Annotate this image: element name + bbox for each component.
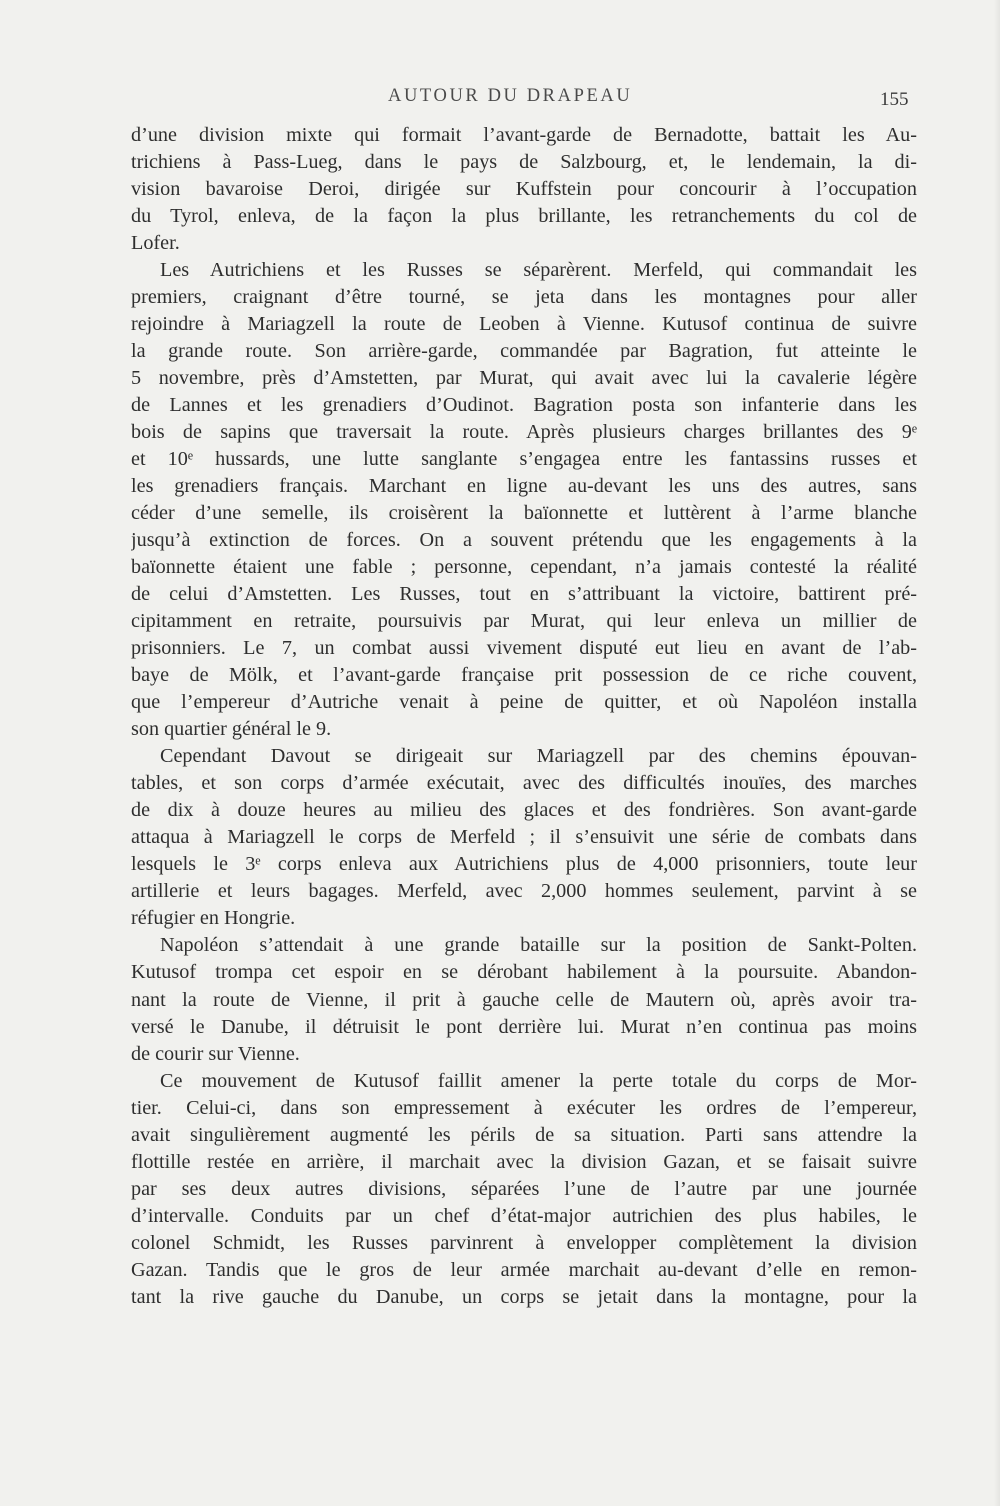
text-line: flottille restée en arrière, il marchait avec la division Gazan, et se faisait suivre <box>131 1150 917 1173</box>
text-line: vision bavaroise Deroi, dirigée sur Kuffstein pour concourir à l’occupation <box>131 178 917 201</box>
text-line: premiers, craignant d’être tourné, se jeta dans les montagnes pour aller <box>131 286 917 309</box>
text-line: Gazan. Tandis que le gros de leur armée marchait au-devant d’elle en remon- <box>131 1258 917 1281</box>
text-line: Kutusof trompa cet espoir en se dérobant habilement à la poursuite. Abandon- <box>131 961 917 984</box>
text-line: que l’empereur d’Autriche venait à peine de quitter, et où Napoléon installa <box>131 691 917 714</box>
text-line: de celui d’Amstetten. Les Russes, tout en s’attribuant la victoire, battirent pré- <box>131 583 917 606</box>
text-line: lesquels le 3ᵉ corps enleva aux Autrichiens plus de 4,000 prisonniers, toute leur <box>131 853 917 876</box>
paragraph <box>131 122 917 257</box>
paragraph <box>131 932 917 1067</box>
paragraph <box>131 257 917 743</box>
text-line: tables, et son corps d’armée exécutait, avec des difficultés inouïes, des marches <box>131 772 917 795</box>
running-title: AUTOUR DU DRAPEAU <box>388 86 633 106</box>
text-line: baye de Mölk, et l’avant-garde française prit possession de ce riche couvent, <box>131 664 917 687</box>
text-line: de Lannes et les grenadiers d’Oudinot. Bagration posta son infanterie dans les <box>131 394 917 417</box>
text-line: avait singulièrement augmenté les périls de sa situation. Parti sans attendre la <box>131 1123 917 1146</box>
text-line: d’une division mixte qui formait l’avant-garde de Bernadotte, battait les Au- <box>131 124 917 146</box>
text-line: jusqu’à extinction de forces. On a souvent prétendu que les engagements à la <box>131 529 917 552</box>
text-line: nant la route de Vienne, il prit à gauche celle de Mautern où, après avoir tra- <box>131 988 917 1011</box>
text-line: baïonnette étaient une fable ; personne, cependant, n’a jamais contesté la réalité <box>131 556 917 579</box>
text-line: par ses deux autres divisions, séparées l’une de l’autre par une journée <box>131 1177 917 1200</box>
page-edge-shadow <box>994 0 1000 1506</box>
text-line: son quartier général le 9. <box>131 718 332 741</box>
page-number: 155 <box>880 89 909 110</box>
text-line: prisonniers. Le 7, un combat aussi vivement disputé eut lieu en avant de l’ab- <box>131 637 917 660</box>
text-line: attaqua à Mariagzell le corps de Merfeld ; il s’ensuivit une série de combats dans <box>131 826 917 849</box>
text-line: Ce mouvement de Kutusof faillit amener la perte totale du corps de Mor- <box>160 1069 917 1092</box>
text-line: tant la rive gauche du Danube, un corps se jetait dans la montagne, pour la <box>131 1285 917 1308</box>
text-line: du Tyrol, enleva, de la façon la plus brillante, les retranchements du col de <box>131 205 917 228</box>
text-line: cipitamment en retraite, poursuivis par Murat, qui leur enleva un millier de <box>131 610 917 633</box>
text-line: bois de sapins que traversait la route. Après plusieurs charges brillantes des 9ᵉ <box>131 421 917 444</box>
text-line: artillerie et leurs bagages. Merfeld, avec 2,000 hommes seulement, parvint à se <box>131 880 917 903</box>
text-line: rejoindre à Mariagzell la route de Leoben à Vienne. Kutusof continua de suivre <box>131 313 917 336</box>
text-line: de dix à douze heures au milieu des glaces et des fondrières. Son avant-garde <box>131 799 917 822</box>
text-line: et 10ᵉ hussards, une lutte sanglante s’engagea entre les fantassins russes et <box>131 448 917 471</box>
paragraph <box>131 743 917 932</box>
text-line: Napoléon s’attendait à une grande bataille sur la position de Sankt-Polten. <box>160 934 917 957</box>
text-line: de courir sur Vienne. <box>131 1042 300 1065</box>
text-line: Cependant Davout se dirigeait sur Mariagzell par des chemins épouvan- <box>160 745 917 768</box>
text-line: la grande route. Son arrière-garde, commandée par Bagration, fut atteinte le <box>131 340 917 363</box>
text-line: tier. Celui-ci, dans son empressement à exécuter les ordres de l’empereur, <box>131 1096 917 1119</box>
text-line: Lofer. <box>131 232 180 255</box>
body-text <box>131 122 917 1311</box>
text-line: réfugier en Hongrie. <box>131 907 296 930</box>
text-line: d’intervalle. Conduits par un chef d’état-major autrichien des plus habiles, le <box>131 1204 917 1227</box>
text-line: 5 novembre, près d’Amstetten, par Murat, qui avait avec lui la cavalerie légère <box>131 367 917 390</box>
text-line: les grenadiers français. Marchant en ligne au-devant les uns des autres, sans <box>131 475 917 498</box>
text-line: céder d’une semelle, ils croisèrent la baïonnette et luttèrent à l’arme blanche <box>131 502 917 525</box>
running-header <box>0 86 1000 116</box>
text-line: colonel Schmidt, les Russes parvinrent à envelopper complètement la division <box>131 1231 917 1254</box>
text-line: trichiens à Pass-Lueg, dans le pays de Salzbourg, et, le lendemain, la di- <box>131 151 917 174</box>
text-line: Les Autrichiens et les Russes se séparèrent. Merfeld, qui commandait les <box>160 259 917 282</box>
paragraph <box>131 1068 917 1311</box>
text-line: versé le Danube, il détruisit le pont derrière lui. Murat n’en continua pas moins <box>131 1015 917 1038</box>
